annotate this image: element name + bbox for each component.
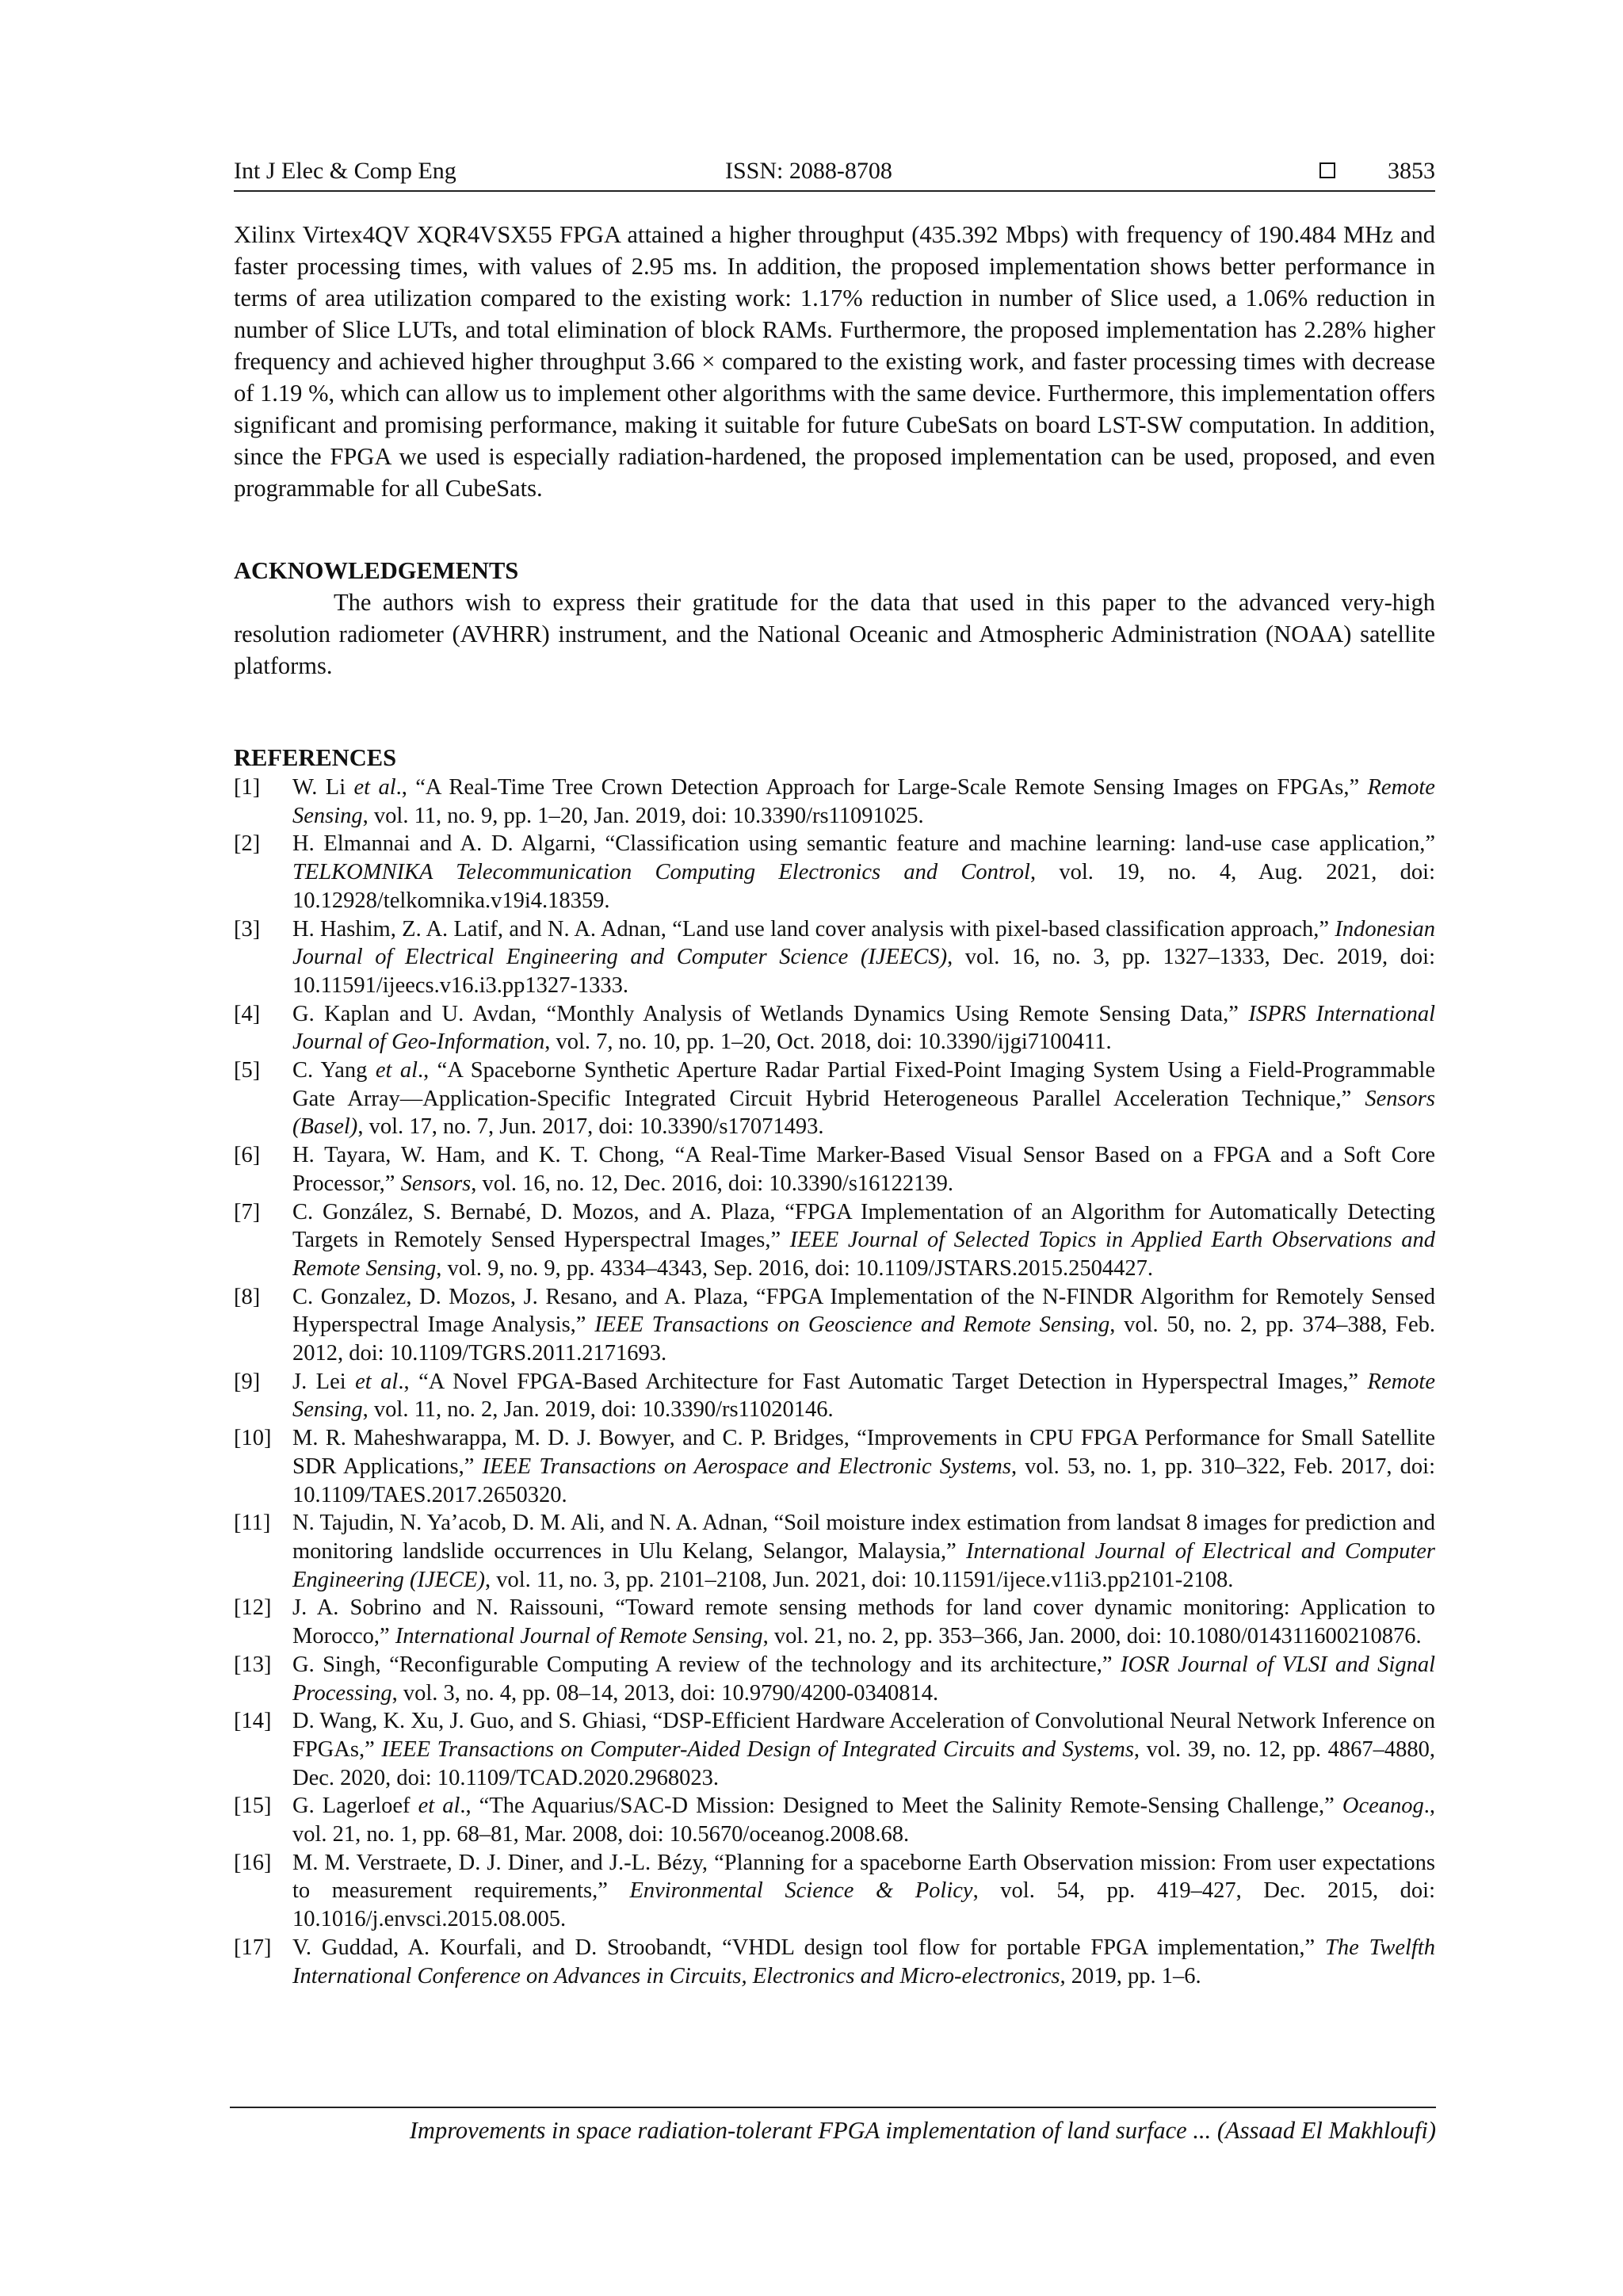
reference-number: [14] — [234, 1709, 272, 1734]
reference-text: H. Tayara, W. Ham, and K. T. Chong, “A Real-Time Marker-Based Visual Sensor Based on a FPGA and a Soft Core Processor,” Sensors, vol. 16, no. 12, Dec. 2016, doi: 10.3390/s16122139. — [292, 1143, 1435, 1196]
checkbox-square-icon — [1319, 162, 1335, 178]
reference-text: J. Lei et al., “A Novel FPGA-Based Architecture for Fast Automatic Target Detection in Hyperspectral Images,” Remote Sensing, vol. 11, no. 2, Jan. 2019, doi: 10.3390/rs11020146. — [292, 1369, 1436, 1423]
issn: ISSN: 2088-8708 — [725, 158, 892, 184]
reference-number: [13] — [234, 1652, 272, 1677]
reference-number: [2] — [234, 831, 261, 857]
reference-text: H. Elmannai and A. D. Algarni, “Classification using semantic feature and machine learning: land-use case application,” TELKOMNIKA Telecommunication Computing Electronics and Control, vol. 19, no. 4, Aug. 2021, doi: 10.12928/telkomnika.v19i4.18359. — [292, 831, 1436, 913]
reference-item — [234, 774, 1435, 830]
conclusion-paragraph: Xilinx Virtex4QV XQR4VSX55 FPGA attained a higher throughput (435.392 Mbps) with frequency of 190.484 MHz and faster processing times, with values of 2.95 ms. In addition, the proposed implementation shows better performance in terms of area utilization compared to the existing work: 1.17% reduction in number of Slice used, a 1.06% reduction in number of Slice LUTs, and total elimination of block RAMs. Furthermore, the proposed implementation has 2.28% higher frequency and achieved higher throughput 3.66 × compared to the existing work, and faster processing times with decrease of 1.19 %, which can allow us to implement other algorithms with the same device. Furthermore, this implementation offers significant and promising performance, making it suitable for future CubeSats on board LST-SW computation. In addition, since the FPGA we used is especially radiation-hardened, the proposed implementation can be used, proposed, and even programmable for all CubeSats. — [234, 221, 1435, 502]
reference-text: H. Hashim, Z. A. Latif, and N. A. Adnan, “Land use land cover analysis with pixel-based classification approach,” Indonesian Journal of Electrical Engineering and Computer Science (IJEECS), vol. 16, no. 3, pp. 1327–1333, Dec. 2019, doi: 10.11591/ijeecs.v16.i3.pp1327-1333. — [292, 916, 1435, 998]
reference-number: [17] — [234, 1935, 272, 1960]
reference-number: [5] — [234, 1058, 261, 1083]
reference-item — [234, 1594, 1435, 1650]
reference-text: V. Guddad, A. Kourfali, and D. Stroobandt, “VHDL design tool flow for portable FPGA implementation,” The Twelfth International Conference on Advances in Circuits, Electronics and Micro-electronics, 2019, pp. 1–6. — [292, 1935, 1435, 1988]
reference-item — [234, 1000, 1435, 1056]
reference-item — [234, 1792, 1435, 1848]
reference-text: M. R. Maheshwarappa, M. D. J. Bowyer, and C. P. Bridges, “Improvements in CPU FPGA Performance for Small Satellite SDR Applications,” IEEE Transactions on Aerospace and Electronic Systems, vol. 53, no. 1, pp. 310–322, Feb. 2017, doi: 10.1109/TAES.2017.2650320. — [292, 1426, 1435, 1507]
reference-list — [234, 774, 1435, 1990]
reference-text: G. Singh, “Reconfigurable Computing A review of the technology and its architecture,” IOSR Journal of VLSI and Signal Processing, vol. 3, no. 4, pp. 08–14, 2013, doi: 10.9790/4200-0340814. — [292, 1652, 1435, 1706]
acknowledgements-heading: ACKNOWLEDGEMENTS — [234, 557, 519, 584]
reference-item — [234, 1424, 1435, 1509]
reference-item — [234, 1283, 1435, 1368]
reference-item — [234, 830, 1435, 915]
reference-number: [3] — [234, 916, 261, 942]
acknowledgements-text: The authors wish to express their gratitude for the data that used in this paper to the advanced very-high resolution radiometer (AVHRR) instrument, and the National Oceanic and Atmospheric Administration (NOAA) satellite platforms. — [234, 589, 1435, 679]
header-rule — [234, 190, 1435, 192]
reference-item — [234, 1651, 1435, 1707]
footer-rule — [230, 2107, 1436, 2108]
reference-item — [234, 1141, 1435, 1198]
references-heading: REFERENCES — [234, 744, 397, 771]
reference-text: D. Wang, K. Xu, J. Guo, and S. Ghiasi, “DSP-Efficient Hardware Acceleration of Convolutional Neural Network Inference on FPGAs,” IEEE Transactions on Computer-Aided Design of Integrated Circuits and Systems, vol. 39, no. 12, pp. 4867–4880, Dec. 2020, doi: 10.1109/TCAD.2020.2968023. — [292, 1709, 1435, 1790]
reference-text: N. Tajudin, N. Ya’acob, D. M. Ali, and N. A. Adnan, “Soil moisture index estimation from landsat 8 images for prediction and monitoring landslide occurrences in Ulu Kelang, Selangor, Malaysia,” International Journal of Electrical and Computer Engineering (IJECE), vol. 11, no. 3, pp. 2101–2108, Jun. 2021, doi: 10.11591/ijece.v11i3.pp2101-2108. — [292, 1511, 1435, 1592]
reference-text: W. Li et al., “A Real-Time Tree Crown Detection Approach for Large-Scale Remote Sensing Images on FPGAs,” Remote Sensing, vol. 11, no. 9, pp. 1–20, Jan. 2019, doi: 10.3390/rs11091025. — [292, 775, 1435, 828]
reference-number: [6] — [234, 1143, 261, 1168]
reference-number: [4] — [234, 1001, 261, 1026]
reference-item — [234, 1707, 1435, 1792]
reference-text: J. A. Sobrino and N. Raissouni, “Toward remote sensing methods for land cover dynamic monitoring: Application to Morocco,” International Journal of Remote Sensing, vol. 21, no. 2, pp. 353–366, Jan. 2000, doi: 10.1080/014311600210876. — [292, 1595, 1435, 1649]
reference-number: [11] — [234, 1511, 271, 1536]
reference-item — [234, 1509, 1435, 1594]
page-header — [234, 155, 1435, 190]
reference-item — [234, 915, 1435, 1000]
reference-number: [1] — [234, 775, 261, 800]
journal-name: Int J Elec & Comp Eng — [234, 158, 456, 184]
reference-number: [12] — [234, 1595, 272, 1621]
reference-number: [8] — [234, 1284, 261, 1309]
reference-item — [234, 1849, 1435, 1934]
reference-item — [234, 1368, 1435, 1424]
reference-item — [234, 1198, 1435, 1283]
reference-number: [15] — [234, 1794, 272, 1819]
reference-item — [234, 1934, 1435, 1990]
reference-number: [10] — [234, 1426, 272, 1451]
page-number: 3853 — [1388, 158, 1435, 184]
reference-text: C. Gonzalez, D. Mozos, J. Resano, and A. Plaza, “FPGA Implementation of the N-FINDR Algorithm for Remotely Sensed Hyperspectral Image Analysis,” IEEE Transactions on Geoscience and Remote Sensing, vol. 50, no. 2, pp. 374–388, Feb. 2012, doi: 10.1109/TGRS.2011.2171693. — [292, 1284, 1436, 1366]
main-content — [234, 219, 1435, 1990]
reference-number: [9] — [234, 1369, 261, 1394]
reference-item — [234, 1056, 1435, 1141]
reference-number: [16] — [234, 1850, 272, 1875]
page-footer: Improvements in space radiation-tolerant FPGA implementation of land surface ... (Assaad El Makhloufi) — [409, 2117, 1436, 2144]
reference-text: C. Yang et al., “A Spaceborne Synthetic Aperture Radar Partial Fixed-Point Imaging System Using a Field-Programmable Gate Array—Application-Specific Integrated Circuit Hybrid Heterogeneous Parallel Acceleration Technique,” Sensors (Basel), vol. 17, no. 7, Jun. 2017, doi: 10.3390/s17071493. — [292, 1058, 1435, 1140]
reference-text: G. Lagerloef et al., “The Aquarius/SAC-D Mission: Designed to Meet the Salinity Remote-Sensing Challenge,” Oceanog., vol. 21, no. 1, pp. 68–81, Mar. 2008, doi: 10.5670/oceanog.2008.68. — [292, 1794, 1435, 1847]
reference-number: [7] — [234, 1199, 261, 1224]
reference-text: C. González, S. Bernabé, D. Mozos, and A. Plaza, “FPGA Implementation of an Algorithm for Automatically Detecting Targets in Remotely Sensed Hyperspectral Images,” IEEE Journal of Selected Topics in Applied Earth Observations and Remote Sensing, vol. 9, no. 9, pp. 4334–4343, Sep. 2016, doi: 10.1109/JSTARS.2015.2504427. — [292, 1199, 1435, 1281]
reference-text: M. M. Verstraete, D. J. Diner, and J.-L. Bézy, “Planning for a spaceborne Earth Observation mission: From user expectations to measurement requirements,” Environmental Science & Policy, vol. 54, pp. 419–427, Dec. 2015, doi: 10.1016/j.envsci.2015.08.005. — [292, 1850, 1436, 1932]
reference-text: G. Kaplan and U. Avdan, “Monthly Analysis of Wetlands Dynamics Using Remote Sensing Data,” ISPRS International Journal of Geo-Information, vol. 7, no. 10, pp. 1–20, Oct. 2018, doi: 10.3390/ijgi7100411. — [292, 1001, 1435, 1055]
